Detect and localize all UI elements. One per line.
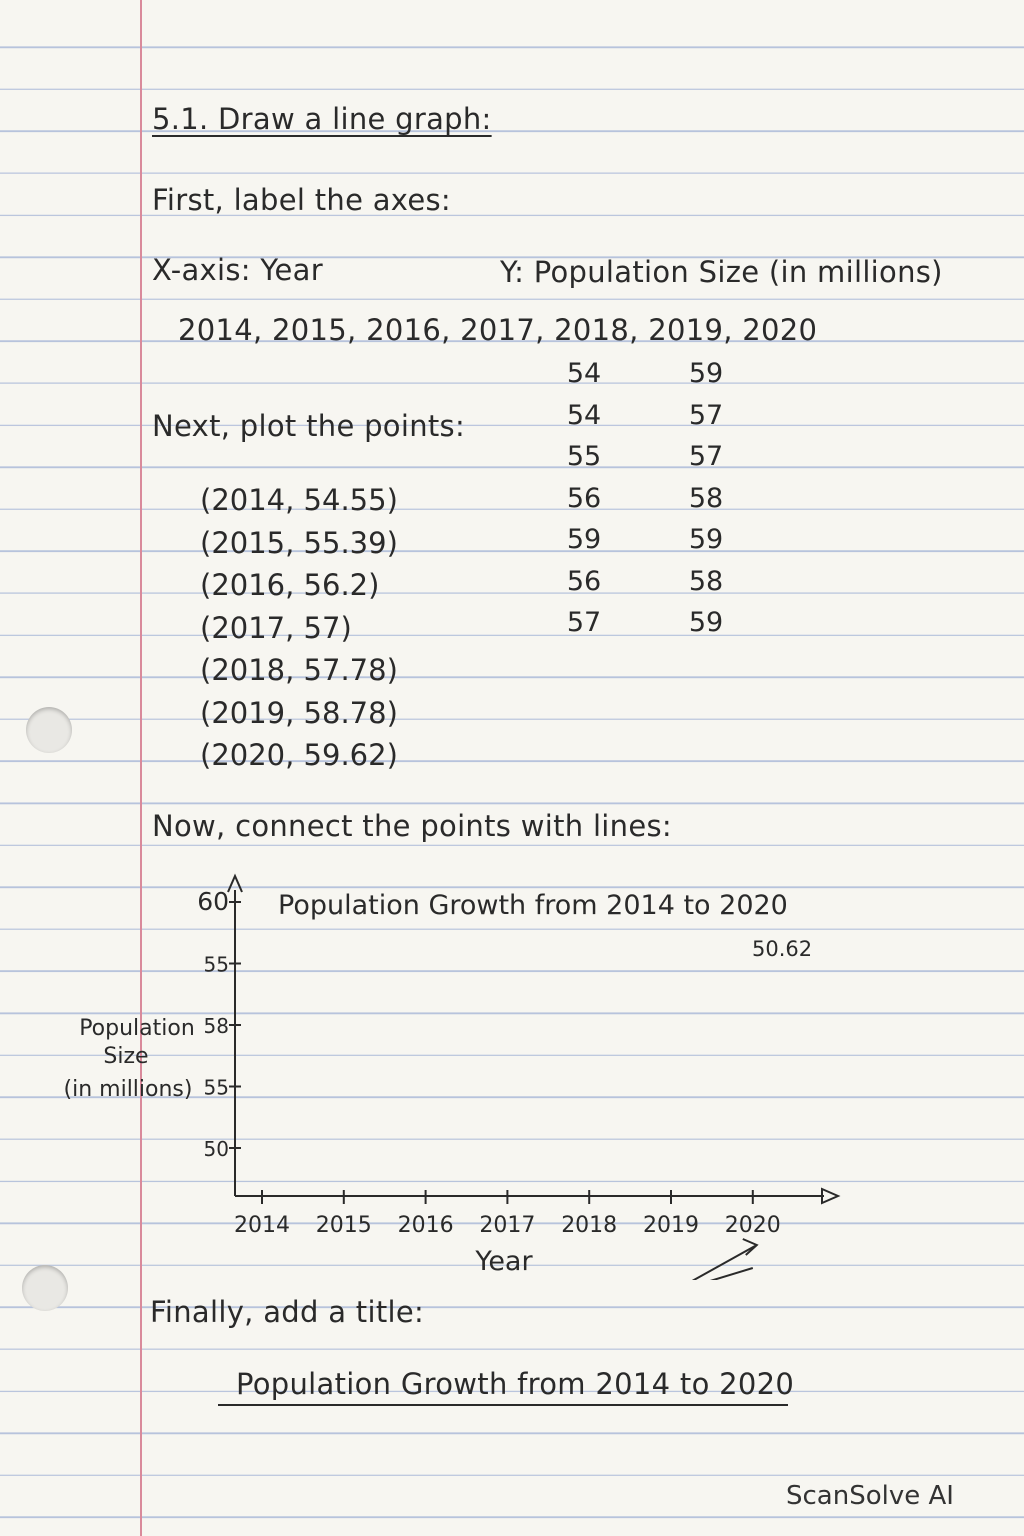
step-label-title: Finally, add a title:: [150, 1295, 425, 1329]
end-annotation: 50.62: [752, 937, 813, 961]
column-b-value: 58: [688, 482, 724, 514]
chart-y-axis-label-line: Population: [79, 1016, 195, 1041]
chart-y-axis-label-line: (in millions): [63, 1077, 193, 1102]
heading: 5.1. Draw a line graph:: [152, 102, 492, 136]
y-tick-label: 50: [203, 1137, 229, 1161]
margin-line: [140, 0, 142, 1536]
years-line: 2014, 2015, 2016, 2017, 2018, 2019, 2020: [178, 313, 818, 347]
title-underline: [218, 1404, 788, 1406]
y-axis-arrow: [228, 876, 242, 892]
step-label-connect: Now, connect the points with lines:: [152, 809, 672, 843]
series-extension-line: [671, 1245, 757, 1280]
column-b-value: 59: [688, 607, 724, 638]
point-item: (2018, 57.78): [200, 653, 398, 687]
y-tick-label: 55: [203, 952, 229, 977]
column-a-value: 56: [566, 565, 602, 597]
point-item: (2019, 58.78): [200, 695, 398, 730]
x-tick-label: 2015: [315, 1213, 372, 1238]
x-tick-label: 2018: [561, 1213, 618, 1238]
point-item: (2017, 57): [200, 610, 352, 645]
point-item: (2020, 59.62): [200, 738, 398, 772]
binder-hole-top: [26, 707, 72, 753]
point-item: (2015, 55.39): [200, 525, 398, 560]
point-item: (2016, 56.2): [200, 568, 380, 602]
column-a-value: 55: [566, 441, 602, 472]
step-label-plot: Next, plot the points:: [152, 409, 466, 443]
column-b-value: 58: [688, 565, 724, 597]
column-a-value: 57: [566, 607, 602, 638]
column-b-value: 57: [688, 399, 724, 431]
y-tick-label: 58: [203, 1014, 229, 1038]
chart-x-axis-label: Year: [475, 1246, 533, 1277]
line-chart: [0, 860, 1024, 1280]
column-a-value: 56: [566, 482, 602, 514]
x-tick-label: 2020: [724, 1213, 781, 1238]
chart-title: Population Growth from 2014 to 2020: [278, 890, 788, 921]
points-list: [200, 480, 398, 778]
values-column-a: [554, 356, 614, 647]
point-item: (2014, 54.55): [200, 483, 398, 517]
y-tick-label: 55: [203, 1075, 229, 1100]
chart-axes: [228, 876, 838, 1203]
x-tick-label: 2019: [643, 1213, 699, 1238]
footer-brand: ScanSolve AI: [786, 1481, 954, 1511]
y-axis-label: Y: Population Size (in millions): [500, 255, 943, 289]
column-b-value: 59: [688, 524, 724, 555]
column-a-value: 59: [566, 524, 602, 555]
column-a-value: 54: [566, 358, 602, 389]
x-tick-label: 2017: [479, 1213, 536, 1238]
column-a-value: 54: [566, 399, 602, 431]
values-column-b: [676, 356, 736, 647]
x-ticks: [234, 1190, 781, 1238]
column-b-value: 57: [688, 441, 724, 472]
y-tick-label: 60: [197, 887, 229, 916]
x-tick-label: 2016: [397, 1213, 454, 1238]
x-axis-arrow: [822, 1189, 838, 1203]
chart-y-axis-label-line: Size: [103, 1044, 149, 1069]
x-axis-label: X-axis: Year: [152, 253, 323, 287]
x-tick-label: 2014: [234, 1213, 290, 1238]
final-title: Population Growth from 2014 to 2020: [236, 1367, 795, 1401]
column-b-value: 59: [688, 358, 724, 389]
step-label-axes: First, label the axes:: [152, 183, 451, 217]
